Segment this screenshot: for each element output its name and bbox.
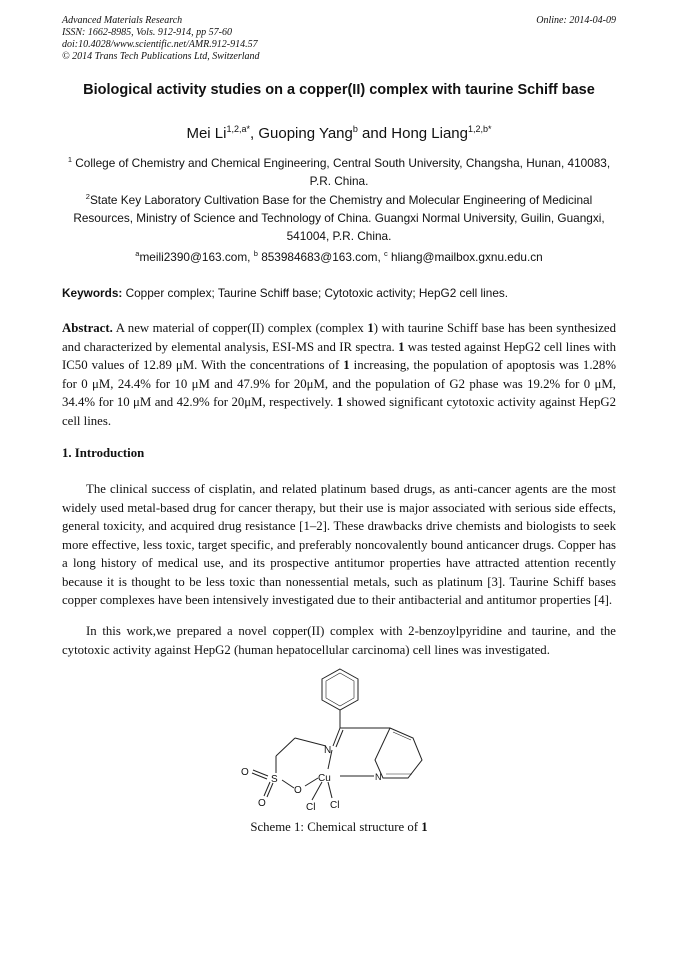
atom-label: Cl [306,802,316,813]
author-list [62,124,616,142]
compound-ref: 1 [367,321,374,335]
compound-ref: 1 [336,395,344,409]
abstract-label: Abstract. [62,321,113,335]
compound-ref: 1 [398,339,405,354]
chemical-structure-diagram [230,660,450,820]
author-name: Hong Liang [391,125,468,142]
bond [333,728,340,746]
journal-name: Advanced Materials Research [62,15,183,26]
issn-line: ISSN: 1662-8985, Vols. 912-914, pp 57-60 [62,27,232,38]
bond [312,782,322,800]
abstract-text: showed significant cytotoxic activity against HepG2 cell lines. [62,395,616,428]
email-address: meili2390@163.com, [139,249,254,264]
bond [253,770,268,776]
compound-ref: 1 [343,358,350,372]
email-address: hliang@mailbox.gxnu.edu.cn [391,249,543,264]
keywords [62,286,616,300]
atom-label: Cu [318,773,331,784]
email-address: 853984683@163.com, [261,249,385,264]
bond [295,738,326,746]
author-superscript: b [352,124,358,134]
author-name: Mei Li [186,125,227,142]
abstract-text: A new material of copper(II) complex (complex [112,321,368,335]
affiliation-text: State Key Laboratory Cultivation Base for the Chemistry and Molecular Engineering of Medicinal Resources, Ministry of Science and Technology of China. Guangxi Normal University, Guilin, Guangxi, 541004, P.R. China. [73,192,605,243]
email-superscript: c [384,249,388,258]
atom-label: O [241,767,249,778]
affiliation-1 [62,151,616,190]
bond [264,782,270,796]
pyridine-ring [375,728,422,778]
author-separator: , [250,125,259,142]
email-superscript: a [135,249,140,258]
keywords-text: Copper complex; Taurine Schiff base; Cytotoxic activity; HepG2 cell lines. [122,286,509,300]
abstract [62,319,616,430]
author-name: Guoping Yang [258,125,353,142]
affiliation-number: 2 [85,192,90,201]
bond [282,780,294,788]
bond [336,730,343,747]
intro-paragraph-2: In this work,we prepared a novel copper(II) complex with 2-benzoylpyridine and taurine, and the cytotoxic activity against HepG2 (human hepatocellular carcinoma) cell lines was investigated. [62,624,616,657]
atom-label: O [258,798,266,809]
bond [267,783,273,797]
bond [252,773,267,779]
affiliation-2 [62,188,616,245]
compound-ref: 1 [421,820,428,834]
abstract-text: increasing, the population of apoptosis was 1.28% for 0 μM, 24.4% for 10 μM and 47.9% for 20μM, and the population of G2 phase was 19.2% for 0 μM, 34.4% for 10 μM and 42.9% for 20μM, respectively. [62,358,616,409]
atom-label: S [271,774,278,785]
abstract-text: was tested against HepG2 cell lines with IC50 values of 12.89 μM. With the concentrations of [62,339,616,372]
author-separator: and [357,125,392,142]
section-heading: 1. Introduction [62,446,145,460]
scheme-caption [62,820,616,835]
keywords-label: Keywords: [62,286,123,300]
paper-title: Biological activity studies on a copper(II) complex with taurine Schiff base [83,82,595,98]
phenyl-ring [322,669,358,710]
author-superscript: 1,2,a* [226,124,250,134]
atom-label: N [324,745,332,756]
email-list [62,249,616,264]
abstract-text: ) with taurine Schiff base has been synthesized and characterized by elemental analysis, ESI-MS and IR spectra. [62,321,617,354]
journal-header [62,15,260,63]
atom-label: Cl [330,800,340,811]
affiliation-number: 1 [67,155,72,164]
intro-paragraph-1: The clinical success of cisplatin, and related platinum based drugs, as anti-cancer agents are the most widely used metal-based drug for cancer therapy, but their use is major associated with serious side effects, general toxicity, and acquired drug resistance [1–2]. These drawbacks drive chemists and biologists to seek more effective, less toxic, target specific, and preferably noncovalently bound anticancer drugs. Copper has a long history of medical use, and its prospective antitumor properties have attracted attention recently because it is thought to be less toxic than nonessential metals, such as platinum [3]. Taurine Schiff bases copper complexes have been intensively investigated due to their antibacterial and antitumor properties [4]. [62,482,616,607]
bond [328,782,332,798]
copyright-line: © 2014 Trans Tech Publications Ltd, Switzerland [62,51,260,62]
online-date: Online: 2014-04-09 [536,15,616,26]
author-superscript: 1,2,b* [468,124,492,134]
email-superscript: b [253,249,258,258]
affiliation-text: College of Chemistry and Chemical Engineering, Central South University, Changsha, Hunan, 410083, P.R. China. [75,155,611,188]
bond [305,778,318,786]
bond [276,738,295,756]
phenyl-inner-ring [326,673,354,706]
doi-line: doi:10.4028/www.scientific.net/AMR.912-914.57 [62,39,258,50]
atom-label: O [294,785,302,796]
caption-text: Scheme 1: Chemical structure of [250,820,422,834]
atom-label: N [375,772,382,782]
